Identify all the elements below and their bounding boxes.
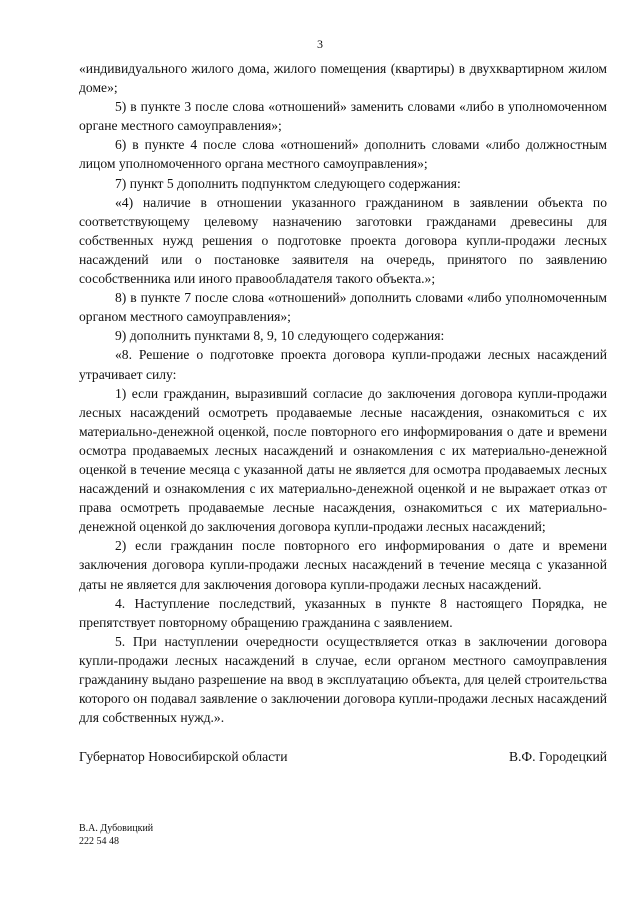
paragraph-subitem-4: «4) наличие в отношении указанного гражданином в заявлении объекта по соответствующему целевому назначению заготовки гражданами древесины для собственных нужд решения о подготовке проекта договора купли-продажи лесных насаждений или о постановке заявителя на очередь, принятого по заявлению сособственника или иного правообладателя такого объекта.»; (79, 194, 607, 287)
executor-name: В.А. Дубовицкий (79, 823, 154, 834)
document-body (79, 59, 607, 727)
paragraph-point-4: 4. Наступление последствий, указанных в пункте 8 настоящего Порядка, не препятствует повторному обращению гражданина с заявлением. (79, 595, 607, 630)
page-number: 3 (317, 37, 323, 51)
signatory-position: Губернатор Новосибирской области (79, 749, 288, 764)
signature-block (79, 749, 607, 765)
paragraph-item-8: 8) в пункте 7 после слова «отношений» дополнить словами «либо уполномоченным органом местного самоуправления»; (79, 290, 607, 325)
signatory-name: В.Ф. Городецкий (508, 749, 607, 764)
paragraph-item-7: 7) пункт 5 дополнить подпунктом следующего содержания: (115, 175, 461, 191)
paragraph-item-5: 5) в пункте 3 после слова «отношений» заменить словами «либо в уполномоченном органе местного самоуправления»; (79, 99, 607, 134)
paragraph-point-5: 5. При наступлении очередности осуществляется отказ в заключении договора купли-продажи лесных насаждений в случае, если органом местного самоуправления гражданину выдано разрешение на ввод в эксплуатацию объекта, для целей строительства которого он подавал заявление о заключении договора купли-продажи лесных насаждений для собственных нужд.». (79, 633, 607, 726)
executor-info (79, 822, 153, 848)
paragraph-continuation: «индивидуального жилого дома, жилого помещения (квартиры) в двухквартирном жилом доме»; (79, 61, 607, 96)
paragraph-item-9: 9) дополнить пунктами 8, 9, 10 следующего содержания: (115, 328, 445, 344)
paragraph-point-8: «8. Решение о подготовке проекта договора купли-продажи лесных насаждений утрачивает силу: (79, 347, 607, 382)
paragraph-subpoint-2: 2) если гражданин после повторного его информирования о дате и времени заключения договора купли-продажи лесных насаждений в течение месяца с указанной даты не является для заключения договора купли-продажи лесных насаждений. (79, 538, 607, 592)
paragraph-item-6: 6) в пункте 4 после слова «отношений» дополнить словами «либо должностным лицом уполномоченного органа местного самоуправления»; (79, 137, 607, 172)
paragraph-subpoint-1: 1) если гражданин, выразивший согласие до заключения договора купли-продажи лесных насаждений осмотреть продаваемые лесные насаждения, ознакомиться с их материально-денежной оценкой, после повторного его информирования о дате и времени осмотра продаваемых лесных насаждений и ознакомления с их материально-денежной оценкой в течение месяца с указанной даты не является для осмотра продаваемых лесных насаждений и ознакомления с их материально-денежной оценкой и не выражает отказ от права осмотреть продаваемые лесные насаждения, ознакомиться с их материально-денежной оценкой до заключения договора купли-продажи лесных насаждений; (79, 385, 607, 535)
executor-phone: 222 54 48 (79, 836, 119, 847)
